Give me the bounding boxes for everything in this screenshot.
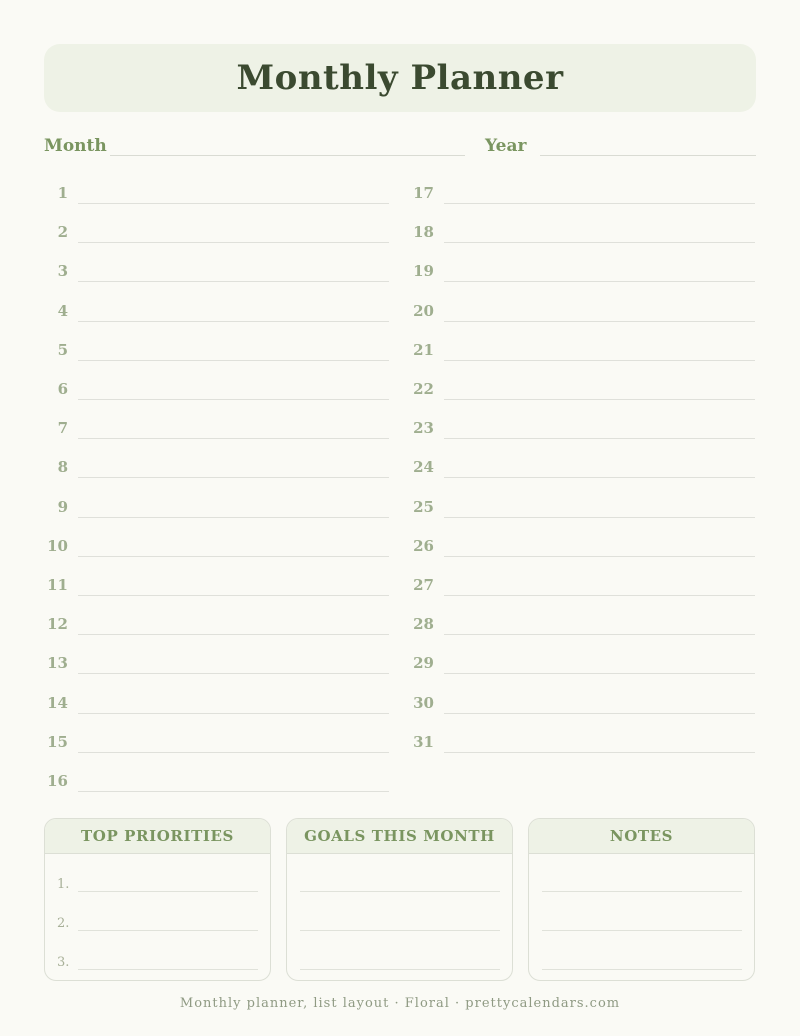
day-write-line	[444, 438, 755, 439]
goal-item	[299, 912, 499, 932]
day-number: 26	[413, 536, 434, 555]
day-number: 28	[413, 615, 434, 634]
day-write-line	[78, 203, 389, 204]
note-item	[541, 873, 741, 893]
day-number: 18	[413, 223, 434, 242]
day-write-line	[444, 673, 755, 674]
day-number: 30	[413, 693, 434, 712]
footer-credit: Monthly planner, list layout · Floral · prettycalendars.com	[179, 996, 621, 1011]
day-number: 14	[47, 693, 68, 712]
day-write-line	[78, 242, 389, 243]
year-write-line	[540, 155, 756, 156]
priority-item	[57, 912, 257, 932]
day-write-line	[444, 752, 755, 753]
write-line	[300, 969, 500, 970]
day-number: 17	[413, 184, 434, 202]
day-write-line	[78, 595, 389, 596]
priority-number: 3.	[57, 955, 70, 970]
day-write-line	[78, 517, 389, 518]
day-number: 16	[47, 772, 68, 790]
top-priorities-box	[44, 818, 271, 981]
write-line	[300, 930, 500, 931]
day-number: 4	[57, 301, 68, 320]
day-number: 29	[413, 654, 434, 673]
priority-number: 1.	[57, 877, 70, 892]
day-number: 7	[57, 419, 68, 438]
day-number: 24	[413, 458, 434, 477]
day-write-line	[78, 634, 389, 635]
day-number: 1	[57, 184, 68, 202]
day-write-line	[444, 595, 755, 596]
day-number: 5	[57, 340, 68, 359]
day-number: 2	[57, 223, 68, 242]
notes-header: NOTES	[529, 819, 754, 854]
day-number: 13	[47, 654, 68, 673]
day-number: 9	[57, 497, 68, 516]
day-number: 23	[413, 419, 434, 438]
day-write-line	[78, 360, 389, 361]
title-banner	[44, 44, 756, 112]
write-line	[78, 930, 258, 931]
write-line	[78, 969, 258, 970]
write-line	[542, 969, 742, 970]
day-write-line	[444, 242, 755, 243]
day-number: 27	[413, 576, 434, 594]
day-write-line	[78, 752, 389, 753]
goal-item	[299, 873, 499, 893]
day-number: 8	[57, 458, 68, 477]
day-write-line	[78, 477, 389, 478]
day-write-line	[444, 634, 755, 635]
day-write-line	[444, 517, 755, 518]
write-line	[542, 930, 742, 931]
day-number: 22	[413, 380, 434, 398]
day-number: 31	[413, 732, 434, 751]
day-write-line	[78, 556, 389, 557]
day-number: 19	[413, 262, 434, 281]
day-number: 15	[47, 732, 68, 751]
priority-number: 2.	[57, 916, 70, 931]
day-number: 25	[413, 497, 434, 516]
day-number: 6	[57, 380, 68, 398]
goals-header: GOALS THIS MONTH	[287, 819, 512, 854]
goal-item	[299, 951, 499, 971]
write-line	[542, 891, 742, 892]
write-line	[78, 891, 258, 892]
note-item	[541, 912, 741, 932]
day-write-line	[444, 399, 755, 400]
page-title: Monthly Planner	[236, 58, 564, 98]
day-write-line	[444, 477, 755, 478]
day-write-line	[78, 321, 389, 322]
day-number: 20	[413, 301, 434, 320]
day-number: 21	[413, 340, 434, 359]
day-write-line	[78, 791, 389, 792]
notes-box	[528, 818, 755, 981]
month-write-line	[110, 155, 465, 156]
day-write-line	[444, 281, 755, 282]
day-write-line	[78, 673, 389, 674]
day-write-line	[78, 713, 389, 714]
day-write-line	[444, 713, 755, 714]
year-label: Year	[485, 136, 527, 156]
day-write-line	[444, 556, 755, 557]
day-number: 3	[57, 262, 68, 281]
day-write-line	[444, 360, 755, 361]
write-line	[300, 891, 500, 892]
day-write-line	[444, 203, 755, 204]
day-number: 11	[47, 576, 68, 594]
day-write-line	[78, 281, 389, 282]
day-write-line	[78, 399, 389, 400]
top-priorities-header: TOP PRIORITIES	[45, 819, 270, 854]
note-item	[541, 951, 741, 971]
day-write-line	[444, 321, 755, 322]
day-write-line	[78, 438, 389, 439]
day-number: 10	[47, 536, 68, 555]
priority-item	[57, 951, 257, 971]
day-number: 12	[47, 615, 68, 634]
goals-box	[286, 818, 513, 981]
priority-item	[57, 873, 257, 893]
month-label: Month	[44, 136, 107, 156]
